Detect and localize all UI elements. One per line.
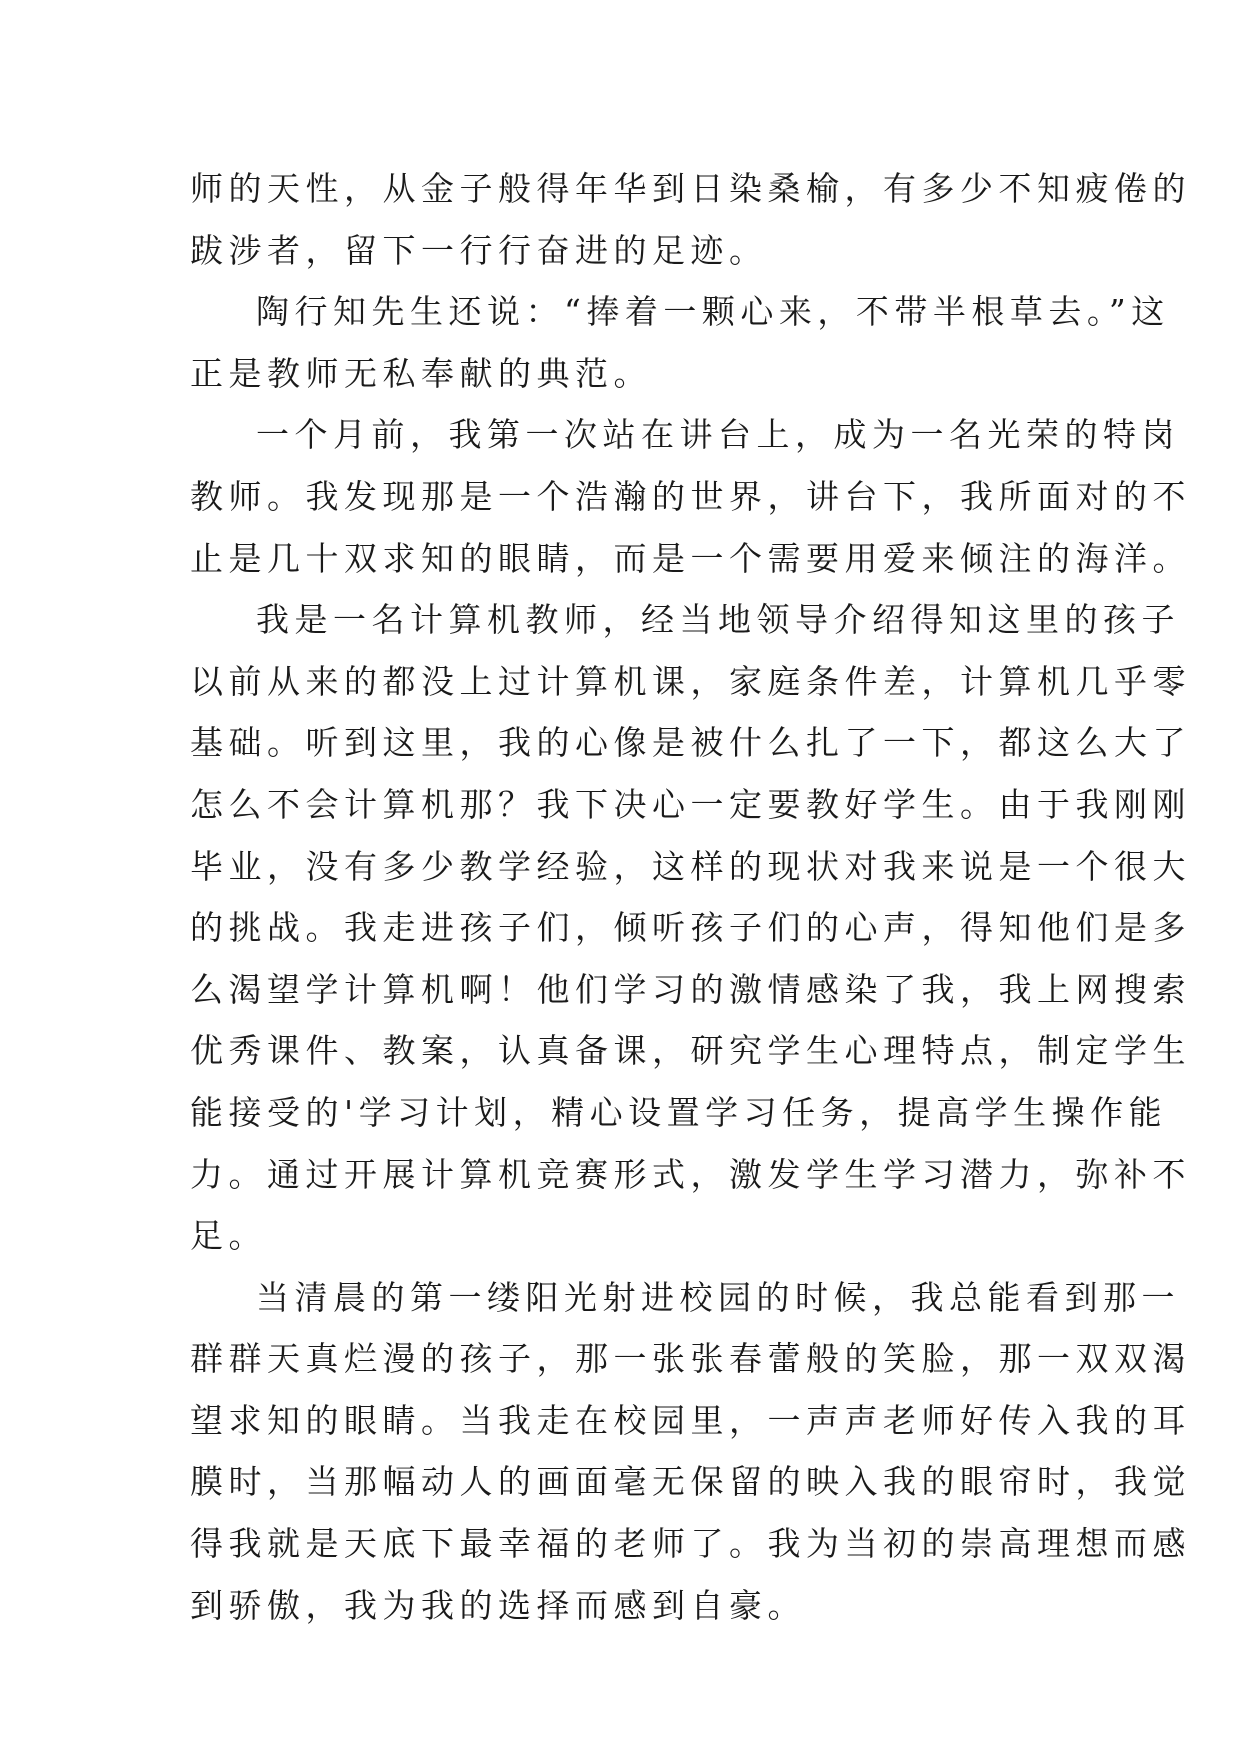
text-line: 到骄傲，我为我的选择而感到自豪。 xyxy=(190,1585,806,1625)
text-line: 陶行知先生还说：“捧着一颗心来，不带半根草去。”这 xyxy=(256,292,1170,332)
text-line: 教师。我发现那是一个浩瀚的世界，讲台下，我所面对的不 xyxy=(190,476,1191,516)
text-line: 正是教师无私奉献的典范。 xyxy=(190,353,652,393)
text-line: 跋涉者，留下一行行奋进的足迹。 xyxy=(190,230,768,270)
text-line: 基础。听到这里，我的心像是被什么扎了一下，都这么大了 xyxy=(190,723,1191,763)
text-line: 望求知的眼睛。当我走在校园里，一声声老师好传入我的耳 xyxy=(190,1400,1191,1440)
text-line: 的挑战。我走进孩子们，倾听孩子们的心声，得知他们是多 xyxy=(190,908,1191,948)
text-line: 足。 xyxy=(190,1216,267,1256)
text-line: 群群天真烂漫的孩子，那一张张春蕾般的笑脸，那一双双渴 xyxy=(190,1339,1191,1379)
text-line: 以前从来的都没上过计算机课，家庭条件差，计算机几乎零 xyxy=(190,661,1191,701)
text-line: 得我就是天底下最幸福的老师了。我为当初的崇高理想而感 xyxy=(190,1524,1191,1564)
text-line: 优秀课件、教案，认真备课，研究学生心理特点，制定学生 xyxy=(190,1031,1191,1071)
text-line: 力。通过开展计算机竞赛形式，激发学生学习潜力，弥补不 xyxy=(190,1154,1191,1194)
text-line: 能接受的'学习计划，精心设置学习任务，提高学生操作能 xyxy=(190,1092,1168,1132)
text-line: 一个月前，我第一次站在讲台上，成为一名光荣的特岗 xyxy=(256,415,1180,455)
text-line: 师的天性，从金子般得年华到日染桑榆，有多少不知疲倦的 xyxy=(190,169,1191,208)
text-line: 止是几十双求知的眼睛，而是一个需要用爱来倾注的海洋。 xyxy=(190,538,1191,578)
text-line: 怎么不会计算机那？我下决心一定要教好学生。由于我刚刚 xyxy=(190,784,1191,824)
text-line: 么渴望学计算机啊！他们学习的激情感染了我，我上网搜索 xyxy=(190,969,1191,1009)
text-line: 膜时，当那幅动人的画面毫无保留的映入我的眼帘时，我觉 xyxy=(190,1462,1191,1502)
body-text xyxy=(190,158,1191,1636)
text-line: 我是一名计算机教师，经当地领导介绍得知这里的孩子 xyxy=(256,600,1180,640)
text-line: 当清晨的第一缕阳光射进校园的时候，我总能看到那一 xyxy=(256,1277,1180,1317)
text-line: 毕业，没有多少教学经验，这样的现状对我来说是一个很大 xyxy=(190,846,1191,886)
